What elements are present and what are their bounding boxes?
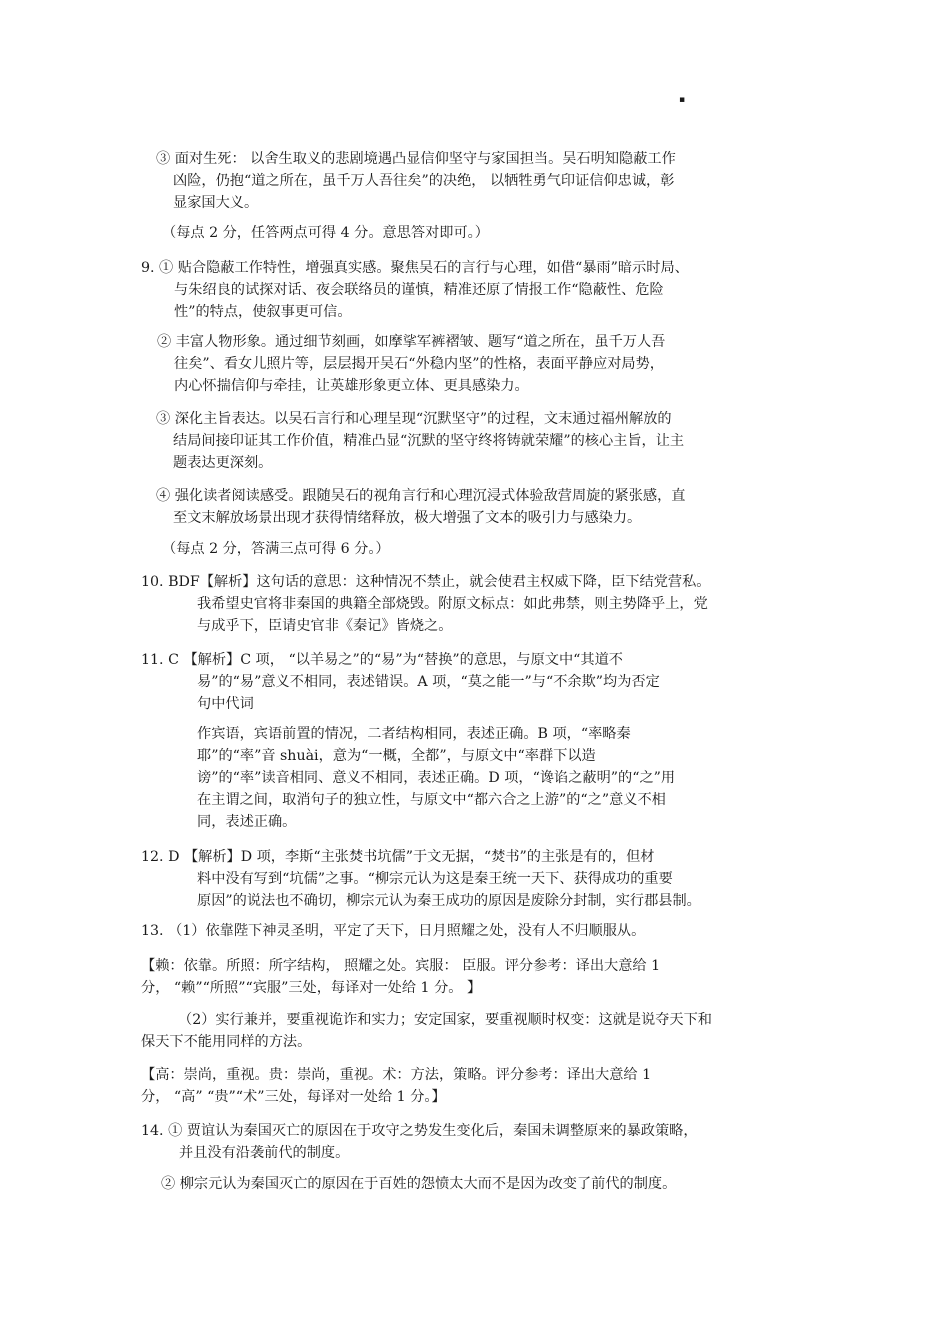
header-mark: ▪ (679, 95, 686, 105)
text-line: 同，表述正确。 (197, 814, 297, 830)
text-line: 并且没有沿袭前代的制度。 (179, 1145, 350, 1161)
q9-answer-item-4 (156, 485, 685, 529)
q10-answer (141, 571, 710, 637)
text-line: 耶”的“率”音 shuài，意为“一概，全都”，与原文中“率群下以造 (197, 748, 596, 764)
text-line: ④ 强化读者阅读感受。跟随吴石的视角言行和心理沉浸式体验敌营周旋的紧张感，直 (156, 488, 686, 504)
q9-answer-item-2 (157, 331, 665, 397)
q9-answer-item-3 (156, 408, 684, 474)
text-line: （2）实行兼并，要重视诡诈和实力；安定国家，要重视顺时权变：这就是说夺天下和 (178, 1012, 712, 1028)
text-line: 作宾语，宾语前置的情况，二者结构相同，表述正确。B 项，“率略秦 (197, 726, 631, 742)
q12-answer (141, 846, 701, 912)
text-line: 保天下不能用同样的方法。 (141, 1034, 312, 1050)
text-line: 与朱绍良的试探对话、夜会联络员的谨慎，精准还原了情报工作“隐蔽性、危险 (174, 282, 664, 298)
text-line: 【赖：依靠。所照：所字结构， 照耀之处。宾服： 臣服。评分参考：译出大意给 1 (141, 958, 661, 974)
text-line: 11. C 【解析】C 项， “以羊易之”的“易”为“替换”的意思，与原文中“其道不 (141, 652, 623, 668)
text-line: 分， “赖”“所照”“宾服”三处，每译对一处给 1 分。 】 (141, 980, 482, 996)
q11-answer-part-2 (197, 723, 675, 833)
text-line: 往矣”、看女儿照片等，层层揭开吴石“外稳内坚”的性格，表面平静应对局势， (174, 356, 664, 372)
text-line: 14. ① 贾谊认为秦国灭亡的原因在于攻守之势发生变化后，秦国未调整原来的暴政策略， (141, 1123, 698, 1139)
text-line: 9. ① 贴合隐蔽工作特性，增强真实感。聚焦吴石的言行与心理，如借“暴雨”暗示时局、 (141, 260, 689, 276)
text-line: 结局间接印证其工作价值，精准凸显“沉默的坚守终将铸就荣耀”的核心主旨，让主 (173, 433, 685, 449)
text-line: ③ 深化主旨表达。以吴石言行和心理呈现“沉默坚守”的过程，文末通过福州解放的 (156, 411, 672, 427)
text-line: 原因”的说法也不确切，柳宗元认为秦王成功的原因是废除分封制，实行郡县制。 (197, 893, 701, 909)
text-line: 谤”的“率”读音相同、意义不相同，表述正确。D 项，“谗谄之蔽明”的“之”用 (197, 770, 676, 786)
text-line: 料中没有写到“坑儒”之事。“柳宗元认为这是秦王统一天下、获得成功的重要 (197, 871, 673, 887)
q13-translation-2 (141, 1009, 712, 1053)
q8-score-note: （每点 2 分，任答两点可得 4 分。意思答对即可。） (162, 225, 489, 241)
text-line: 与成乎下，臣请史官非《秦记》皆烧之。 (197, 618, 453, 634)
q9-answer-item-1 (141, 257, 689, 323)
text-line: 【高：崇尚，重视。贵：崇尚，重视。术：方法，策略。评分参考：译出大意给 1 (141, 1067, 652, 1083)
q13-translation-1: 13. （1）依靠陛下神灵圣明，平定了天下，日月照耀之处，没有人不归顺服从。 (141, 923, 646, 939)
q14-answer-item-1 (141, 1120, 698, 1164)
text-line: 至文末解放场景出现才获得情绪释放，极大增强了文本的吸引力与感染力。 (173, 510, 642, 526)
q9-score-note: （每点 2 分，答满三点可得 6 分。） (162, 541, 390, 557)
text-line: 句中代词 (197, 696, 254, 712)
q8-answer-item-3 (156, 148, 676, 214)
q11-answer-part-1 (141, 649, 660, 715)
text-line: 内心怀揣信仰与牵挂，让英雄形象更立体、更具感染力。 (174, 378, 529, 394)
text-line: 显家国大义。 (173, 195, 259, 211)
text-line: 12. D 【解析】D 项，李斯“主张焚书坑儒”于文无据，“焚书”的主张是有的，但材 (141, 849, 655, 865)
q13-scoring-note-2 (141, 1064, 651, 1108)
text-line: ② 丰富人物形象。通过细节刻画，如摩挲军裤褶皱、题写“道之所在，虽千万人吾 (157, 334, 666, 350)
text-line: 性”的特点，使叙事更可信。 (174, 304, 352, 320)
text-line: 题表达更深刻。 (173, 455, 273, 471)
text-line: 凶险，仍抱“道之所在，虽千万人吾往矣”的决绝， 以牺牲勇气印证信仰忠诚，彰 (173, 173, 675, 189)
q14-answer-item-2: ② 柳宗元认为秦国灭亡的原因在于百姓的怨愤太大而不是因为改变了前代的制度。 (161, 1176, 677, 1192)
text-line: 分， “高” “贵”“术”三处，每译对一处给 1 分。】 (141, 1089, 446, 1105)
text-line: 我希望史官将非秦国的典籍全部烧毁。附原文标点：如此弗禁，则主势降乎上，党 (197, 596, 708, 612)
q13-scoring-note-1 (141, 955, 660, 999)
text-line: ③ 面对生死： 以舍生取义的悲剧境遇凸显信仰坚守与家国担当。吴石明知隐蔽工作 (156, 151, 676, 167)
text-line: 易”的“易”意义不相同，表述错误。A 项，“莫之能一”与“不余欺”均为否定 (197, 674, 660, 690)
text-line: 在主谓之间，取消句子的独立性，与原文中“都六合之上游”的“之”意义不相 (197, 792, 666, 808)
text-line: 10. BDF【解析】这句话的意思：这种情况不禁止，就会使君主权威下降，臣下结党营私。 (141, 574, 711, 590)
